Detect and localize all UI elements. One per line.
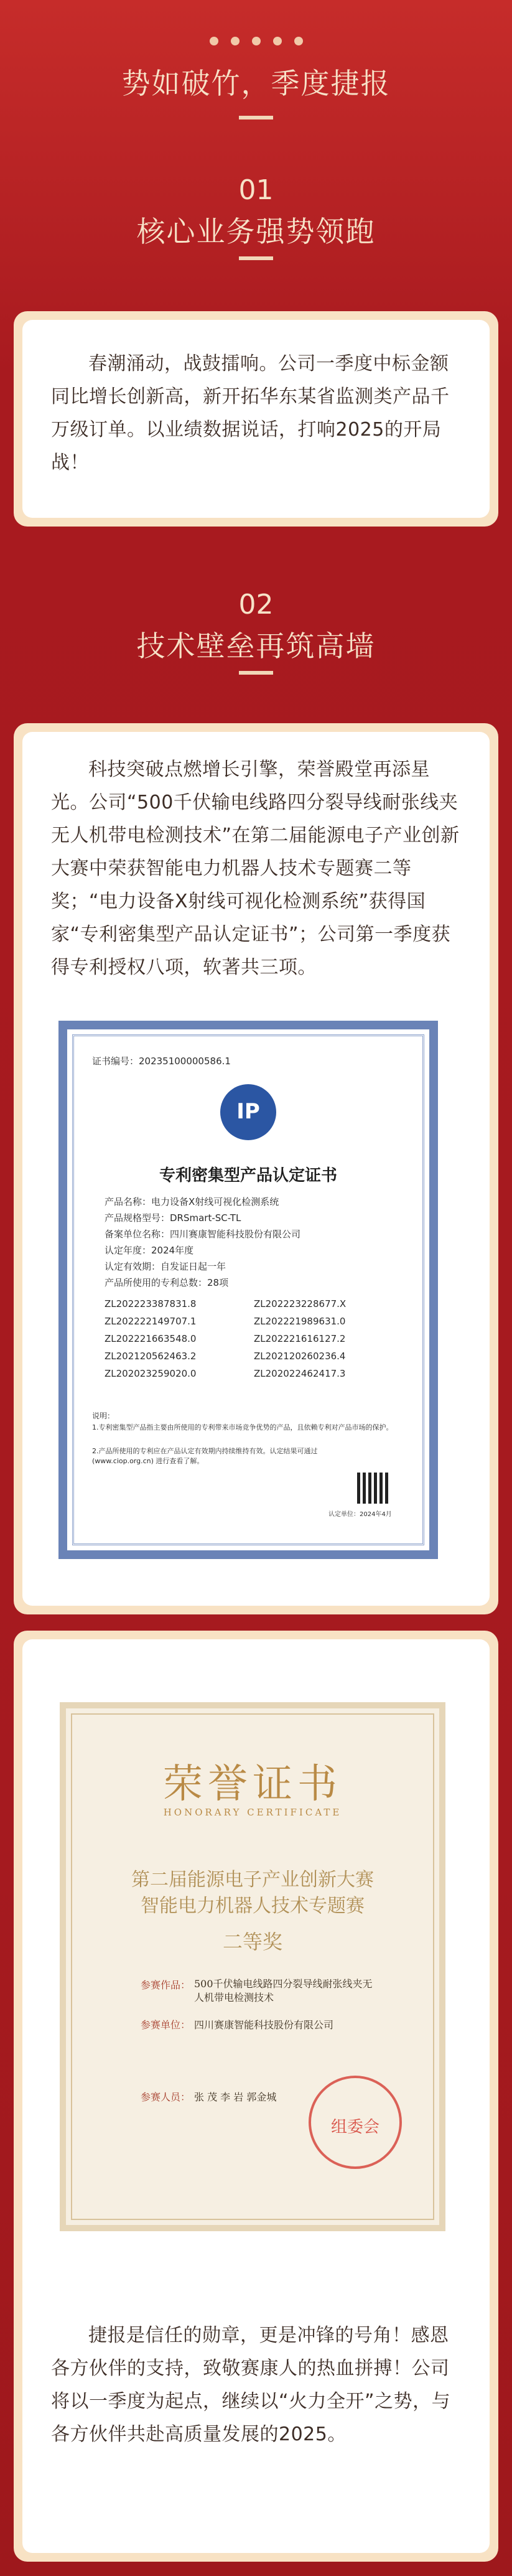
patent-number: ZL202023259020.0 (105, 1368, 197, 1379)
patent-number: ZL202221663548.0 (105, 1333, 197, 1344)
cert-row: 备案单位名称：四川赛康智能科技股份有限公司 (105, 1229, 301, 1240)
cert-row: 认定有效期：自发证日起一年 (105, 1261, 226, 1272)
section2-underline (239, 671, 273, 675)
red-seal-stamp: 组委会 (309, 2076, 402, 2169)
patent-number: ZL202120562463.2 (105, 1351, 197, 1362)
section2-heading: 技术壁垒再筑高墙 (136, 629, 376, 663)
section2-text: 科技突破点燃增长引擎，荣誉殿堂再添星光。公司“500千伏输电线路四分裂导线耐张线夹无人机带电检测技术”在第二届能源电子产业创新大赛中荣获智能电力机器人技术专题赛二等奖；“电力设备X射线可视化检测系统”获得国家“专利密集型产品认定证书”；公司第一季度获得专利授权八项，软著共三项。 (51, 759, 460, 978)
cert-note: 2.产品所使用的专利应在产品认定有效期内持续维持有效。认定结果可通过 (www.ciop.org.cn) 进行查看了解。 (92, 1447, 318, 1465)
section2-number: 02 (238, 589, 274, 621)
team-label: 参赛人员： (141, 2091, 191, 2103)
patent-certificate (58, 1021, 438, 1559)
decorative-dots (0, 36, 512, 48)
cnipa-logo-icon: IP (220, 1084, 276, 1140)
cert-footer: 认定单位：2024年4月 (328, 1511, 392, 1518)
closing-text: 捷报是信任的勋章，更是冲锋的号角！感恩各方伙伴的支持，致敬赛康人的热血拼搏！公司将以一季度为起点，继续以“火力全开”之势，与各方伙伴共赴高质量发展的2025。 (51, 2325, 451, 2445)
cert-number: 证书编号：20235100000586.1 (92, 1056, 231, 1067)
award-level: 二等奖 (222, 1930, 282, 1954)
section1-text: 春潮涌动，战鼓擂响。公司一季度中标金额同比增长创新高，新开拓华东某省监测类产品千万级订单。以业绩数据说话，打响2025的开局战！ (51, 353, 450, 474)
team-members: 张 茂 李 岩 郭金城 (194, 2091, 277, 2103)
unit-label: 参赛单位： (141, 2019, 191, 2031)
patent-number: ZL202222149707.1 (105, 1316, 197, 1327)
patent-number: ZL202223228677.X (254, 1298, 347, 1309)
cert-note-title: 说明： (92, 1412, 115, 1420)
section1-heading: 核心业务强势领跑 (136, 215, 376, 248)
patent-number: ZL202221616127.2 (254, 1333, 346, 1344)
page-title: 势如破竹，季度捷报 (121, 67, 391, 100)
event-name: 第二届能源电子产业创新大赛 (131, 1869, 374, 1891)
qr-code-icon (357, 1473, 388, 1504)
patent-number: ZL202022462417.3 (254, 1368, 346, 1379)
cert-row: 产品所使用的专利总数：28项 (105, 1277, 229, 1288)
event-subname: 智能电力机器人技术专题赛 (141, 1895, 365, 1917)
project-label: 参赛作品： (141, 1979, 191, 1991)
patent-number: ZL202223387831.8 (105, 1298, 197, 1309)
patent-number: ZL202221989631.0 (254, 1316, 346, 1327)
honor-title: 荣誉证书 (163, 1761, 342, 1807)
section1-card (14, 311, 498, 527)
project-name: 500千伏输电线路四分裂导线耐张线夹无人机带电检测技术 (194, 1978, 373, 2003)
cert-title: 专利密集型产品认定证书 (159, 1166, 337, 1185)
cert-row: 产品名称：电力设备X射线可视化检测系统 (105, 1196, 279, 1207)
cert-row: 产品规格型号：DRSmart-SC-TL (105, 1212, 241, 1224)
title-underline (239, 116, 273, 119)
honor-title-en: HONORARY CERTIFICATE (163, 1807, 342, 1818)
honorary-certificate (60, 1702, 445, 2231)
unit-name: 四川赛康智能科技股份有限公司 (194, 2019, 334, 2031)
cert-note: 1.专利密集型产品指主要由所使用的专利带来市场竞争优势的产品，且依赖专利对产品市场的保护。 (92, 1423, 393, 1431)
section1-underline (239, 256, 273, 260)
section1-number: 01 (238, 174, 274, 206)
section1-card-inner (22, 320, 490, 518)
patent-number: ZL202120260236.4 (254, 1351, 346, 1362)
cert-row: 认定年度：2024年度 (105, 1245, 194, 1256)
